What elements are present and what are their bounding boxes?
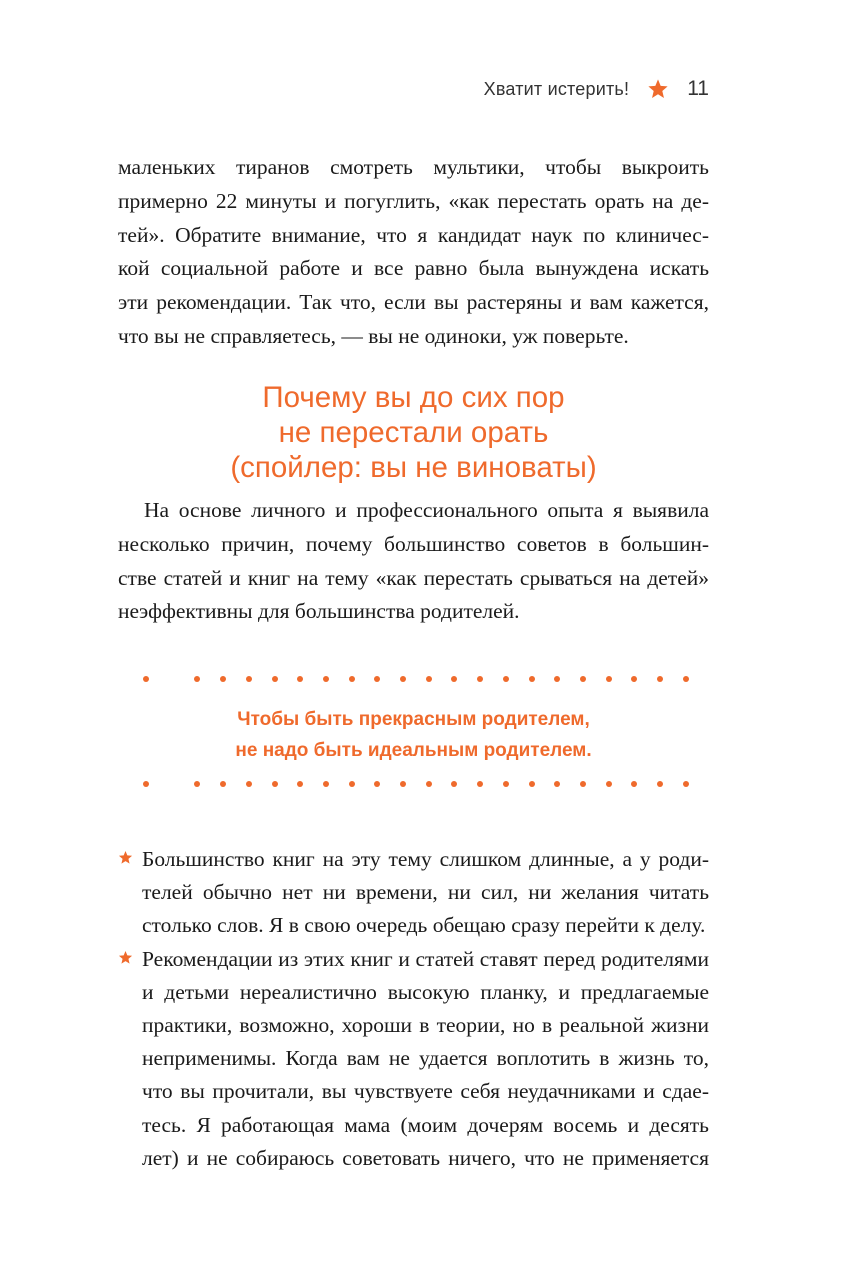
text-line: кой социальной работе и все равно была вынуждена искать: [118, 256, 709, 281]
text-line: практики, возможно, хороши в теории, но в реальной жизни: [142, 1013, 709, 1038]
text-line: лет) и не собираюсь советовать ничего, что не применяется: [142, 1145, 709, 1170]
star-icon: [118, 950, 133, 965]
text-line: тесь. Я работающая мама (моим дочерям восемь и десять: [142, 1112, 709, 1137]
heading-line: Почему вы до сих пор: [262, 381, 565, 414]
text-line: стве статей и книг на тему «как перестать срываться на детей»: [118, 565, 709, 590]
callout-line: не надо быть идеальным родителем.: [235, 740, 592, 761]
dotted-rule-top: [143, 674, 689, 684]
star-icon: [118, 850, 133, 865]
text-line: и детьми нереалистично высокую планку, и предлагаемые: [142, 979, 709, 1004]
star-icon: [647, 78, 669, 100]
text-line: Рекомендации из этих книг и статей ставят перед родителями: [142, 946, 709, 971]
text-line: неприменимы. Когда вам не удается воплотить в жизнь то,: [142, 1046, 709, 1071]
dotted-rule-bottom: [143, 779, 689, 789]
heading-line: не перестали орать: [278, 416, 549, 449]
page-number: 11: [687, 77, 709, 100]
heading-line: (спойлер: вы не виноваты): [230, 451, 597, 484]
list-item: [118, 943, 709, 1175]
text-line: примерно 22 минуты и погуглить, «как перестать орать на де-: [118, 188, 709, 213]
text-line: что вы не справляетесь, — вы не одиноки, уж поверьте.: [118, 323, 629, 348]
section-heading: [118, 380, 709, 485]
text-line: несколько причин, почему большинство советов в большин-: [118, 531, 709, 556]
bullet-list: [118, 843, 709, 1175]
text-line: столько слов. Я в свою очередь обещаю сразу перейти к делу.: [142, 913, 706, 938]
text-line: эти рекомендации. Так что, если вы растеряны и вам кажется,: [118, 290, 709, 315]
text-line: телей обычно нет ни времени, ни сил, ни желания читать: [142, 880, 709, 905]
text-line: неэффективны для большинства родителей.: [118, 599, 520, 624]
dot: [143, 676, 149, 682]
text-line: тей». Обратите внимание, что я кандидат наук по клиничес-: [118, 222, 709, 247]
section-paragraph: [118, 494, 709, 629]
text-line: маленьких тиранов смотреть мультики, чтобы выкроить: [118, 155, 709, 179]
text-line: что вы прочитали, вы чувствуете себя неудачниками и сдае-: [142, 1079, 709, 1104]
running-title: Хватит истерить!: [483, 78, 630, 99]
running-header: [484, 74, 709, 104]
intro-paragraph: [118, 151, 709, 354]
callout-line: Чтобы быть прекрасным родителем,: [237, 709, 590, 730]
list-item: [118, 843, 709, 943]
callout-quote: [118, 704, 709, 766]
dot: [143, 781, 149, 787]
text-line: На основе личного и профессионального опыта я выявила: [144, 498, 709, 522]
text-line: Большинство книг на эту тему слишком длинные, а у роди-: [142, 847, 709, 871]
